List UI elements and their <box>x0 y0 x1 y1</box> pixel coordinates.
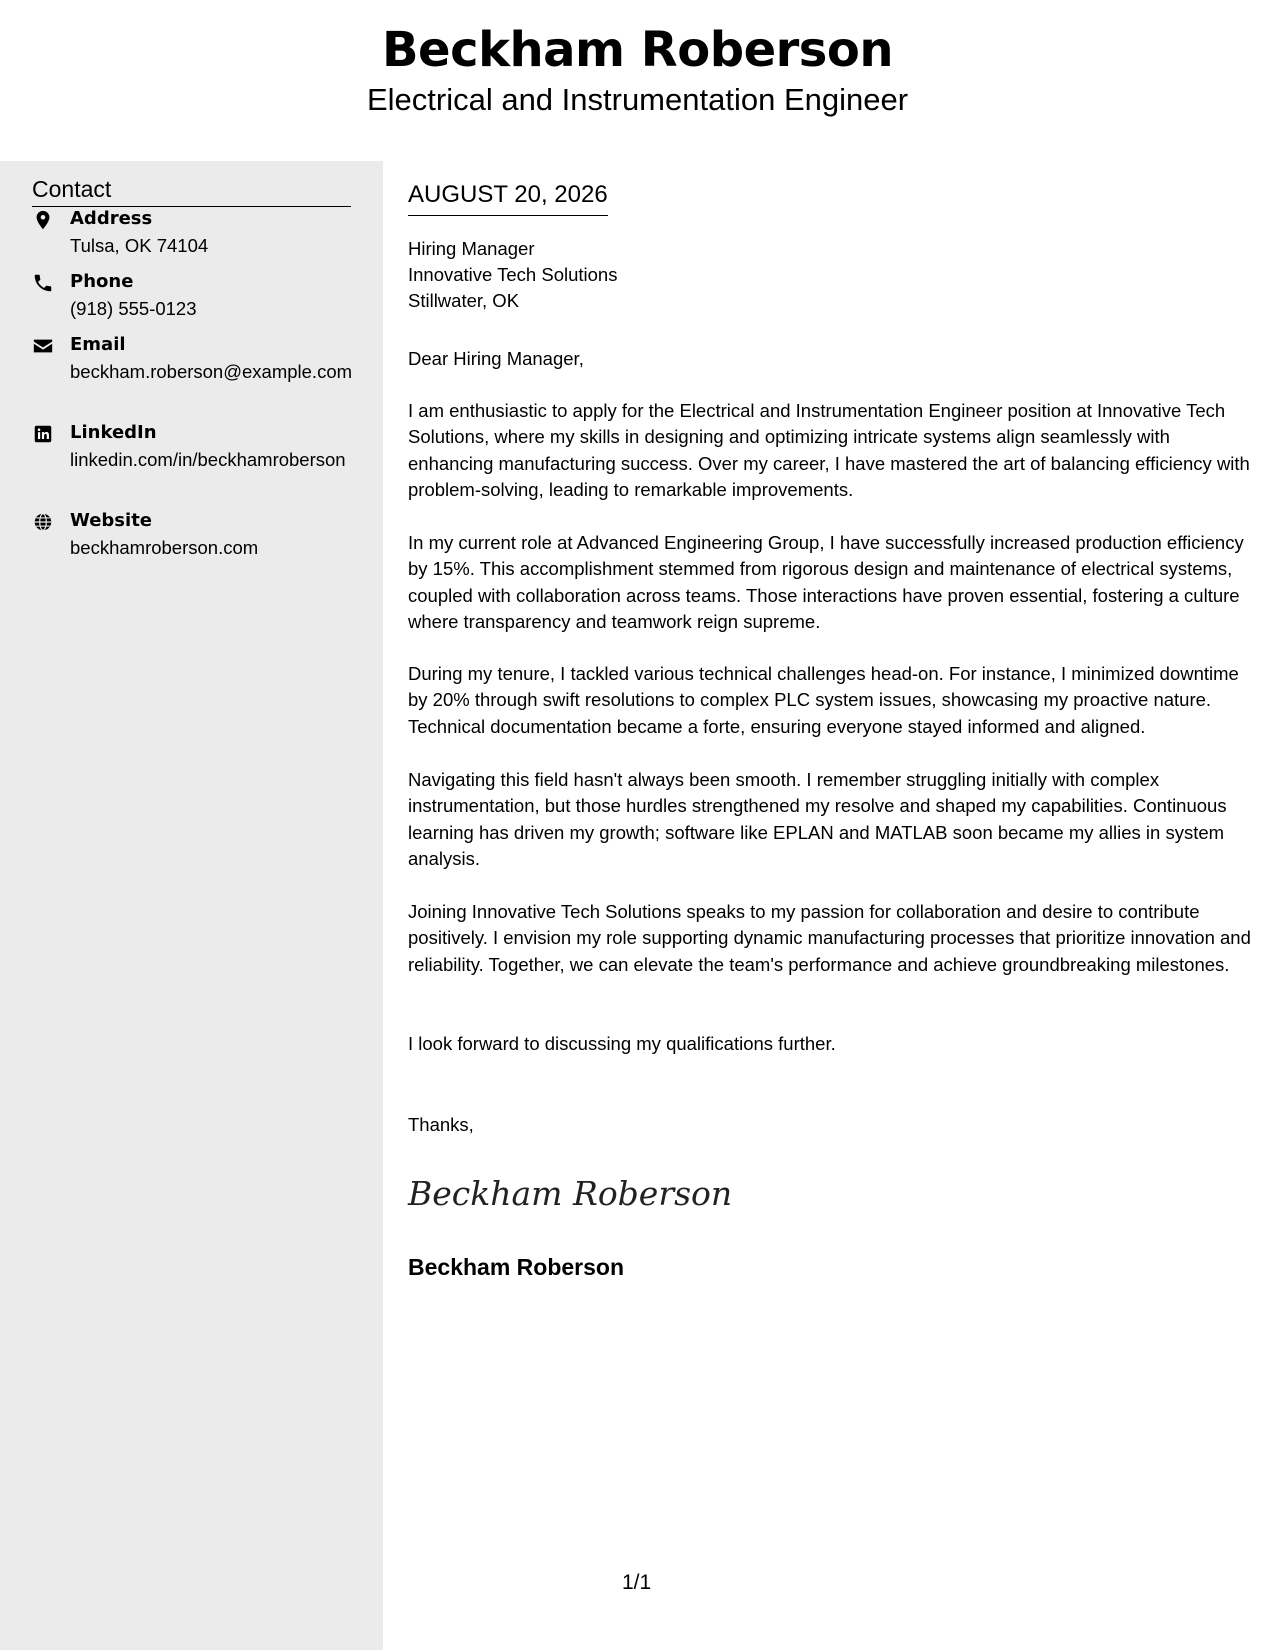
contact-heading: Contact <box>32 176 351 207</box>
contact-value-linkedin: linkedin.com/in/beckhamroberson <box>70 449 346 470</box>
salutation: Dear Hiring Manager, <box>408 348 584 369</box>
recipient-block <box>408 236 617 314</box>
letter-date: AUGUST 20, 2026 <box>408 181 608 216</box>
contact-value-address: Tulsa, OK 74104 <box>70 235 209 256</box>
contact-value-website: beckhamroberson.com <box>70 537 259 558</box>
phone-icon <box>32 272 54 294</box>
contact-value-phone: (918) 555-0123 <box>70 298 197 319</box>
recipient-company: Innovative Tech Solutions <box>408 264 618 285</box>
paragraph-6: I look forward to discussing my qualifications further. <box>408 1033 836 1054</box>
recipient-name: Hiring Manager <box>408 238 535 259</box>
applicant-title: Electrical and Instrumentation Engineer <box>366 82 909 117</box>
contact-label-email: Email <box>70 334 126 355</box>
contact-label-phone: Phone <box>70 271 134 292</box>
map-pin-icon <box>32 209 54 231</box>
paragraph-5: Joining Innovative Tech Solutions speaks to my passion for collaboration and desire to contribute positively. I envision my role supporting dynamic manufacturing processes that prioritize innovation and reliability. Together, we can elevate the team's performance and achieve groundbreaking milestones. <box>408 901 1251 975</box>
contact-label-website: Website <box>70 510 153 531</box>
globe-icon <box>32 511 54 533</box>
contact-value-email: beckham.roberson@example.com <box>70 361 353 382</box>
closing: Thanks, <box>408 1114 474 1135</box>
paragraph-1: I am enthusiastic to apply for the Electrical and Instrumentation Engineer position at Innovative Tech Solutions, where my skills in designing and optimizing intricate systems align seamlessly with enhancing manufacturing success. Over my career, I have mastered the art of balancing efficiency with problem-solving, leading to remarkable improvements. <box>408 400 1250 501</box>
signature-text: Beckham Roberson <box>408 1174 733 1213</box>
applicant-name: Beckham Roberson <box>381 22 894 78</box>
contact-label-linkedin: LinkedIn <box>70 422 157 443</box>
contact-sidebar <box>0 161 383 1650</box>
letter-header <box>0 0 1275 161</box>
envelope-icon <box>32 335 54 357</box>
paragraph-4: Navigating this field hasn't always been smooth. I remember struggling initially with complex instrumentation, but those hurdles strengthened my resolve and shaped my capabilities. Continuous learning has driven my growth; software like EPLAN and MATLAB soon became my allies in system analysis. <box>408 769 1227 870</box>
paragraph-2: In my current role at Advanced Engineering Group, I have successfully increased production efficiency by 15%. This accomplishment stemmed from rigorous design and maintenance of electrical systems, coupled with collaboration across teams. Those interactions have proven essential, fostering a culture where transparency and teamwork reign supreme. <box>408 532 1244 633</box>
page-number: 1/1 <box>622 1571 652 1594</box>
recipient-location: Stillwater, OK <box>408 290 520 311</box>
contact-label-address: Address <box>70 208 153 229</box>
signer-name: Beckham Roberson <box>408 1254 625 1280</box>
linkedin-icon <box>32 423 54 445</box>
signature-image <box>408 1167 733 1219</box>
paragraph-3: During my tenure, I tackled various technical challenges head-on. For instance, I minimized downtime by 20% through swift resolutions to complex PLC system issues, showcasing my proactive nature. Technical documentation became a forte, ensuring everyone stayed informed and aligned. <box>408 663 1239 737</box>
